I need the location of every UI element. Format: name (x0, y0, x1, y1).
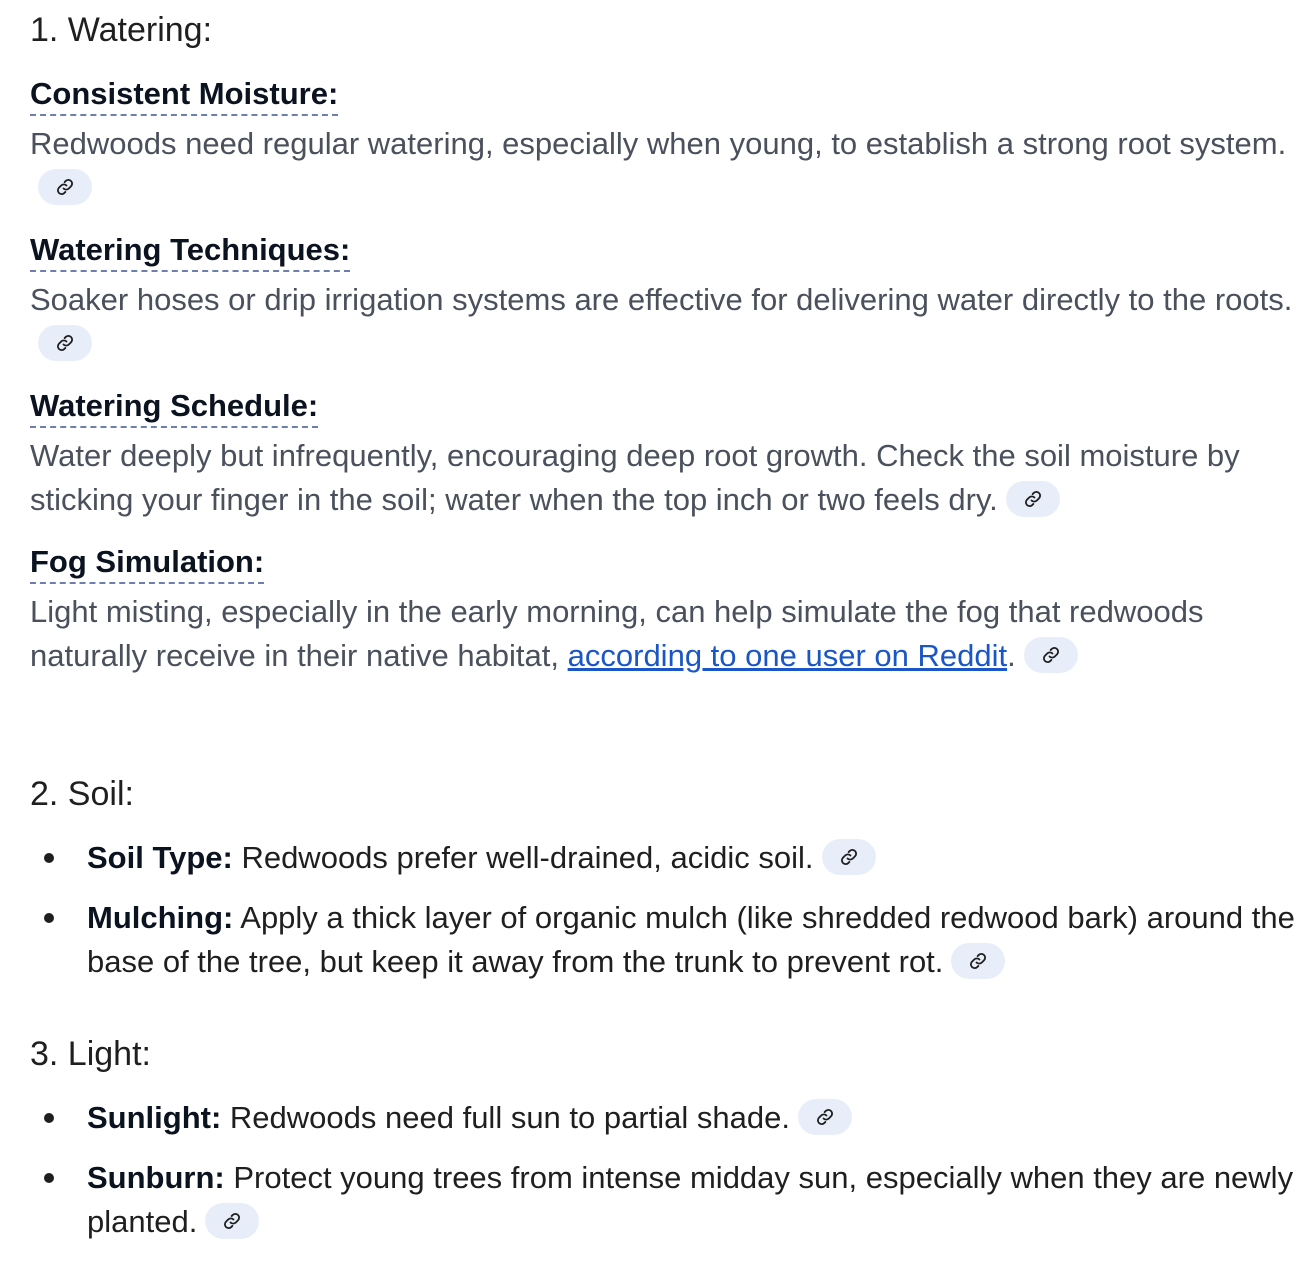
link-icon (56, 334, 74, 352)
source-link-chip[interactable] (1006, 481, 1060, 517)
bullet-icon (44, 853, 54, 863)
item-body-text: Water deeply but infrequently, encouraging deep root growth. Check the soil moisture by sticking your finger in the soil; water when the top inch or two feels dry. (30, 438, 1240, 517)
link-icon (1024, 490, 1042, 508)
source-link-chip[interactable] (798, 1099, 852, 1135)
source-link-chip[interactable] (38, 169, 92, 205)
source-link-chip[interactable] (205, 1203, 259, 1239)
bullet-label: Soil Type: (87, 840, 233, 875)
link-icon (816, 1108, 834, 1126)
item-body (30, 122, 1300, 210)
bullet-text: Redwoods need full sun to partial shade. (221, 1100, 790, 1135)
source-link-chip[interactable] (822, 839, 876, 875)
soil-bullet-list (30, 836, 1300, 984)
source-link-chip[interactable] (951, 943, 1005, 979)
item-title[interactable]: Consistent Moisture: (30, 74, 338, 116)
item-body (30, 434, 1300, 522)
item-title[interactable]: Watering Techniques: (30, 230, 350, 272)
link-icon (56, 178, 74, 196)
link-icon (969, 952, 987, 970)
source-link-chip[interactable] (38, 325, 92, 361)
bullet-icon (44, 1113, 54, 1123)
light-bullet-list (30, 1096, 1300, 1244)
watering-item-consistent-moisture (30, 74, 1300, 210)
watering-item-techniques (30, 230, 1300, 366)
link-icon (840, 848, 858, 866)
watering-item-fog-simulation (30, 542, 1300, 678)
link-icon (1042, 646, 1060, 664)
item-title[interactable]: Fog Simulation: (30, 542, 264, 584)
item-body-punctuation: . (1007, 638, 1016, 673)
bullet-text: Apply a thick layer of organic mulch (like shredded redwood bark) around the base of the tree, but keep it away from the trunk to prevent rot. (87, 900, 1295, 979)
link-icon (223, 1212, 241, 1230)
item-body (30, 278, 1300, 366)
watering-item-schedule (30, 386, 1300, 522)
bullet-icon (44, 1173, 54, 1183)
item-body-text: Light misting, especially in the early morning, can help simulate the fog that redwoods naturally receive in their native habitat, (30, 594, 1204, 673)
list-item (30, 836, 1300, 880)
item-body-text: Redwoods need regular watering, especially when young, to establish a strong root system. (30, 126, 1287, 161)
item-body (30, 590, 1300, 678)
source-link-chip[interactable] (1024, 637, 1078, 673)
reddit-link[interactable]: according to one user on Reddit (567, 638, 1008, 673)
bullet-text: Protect young trees from intense midday sun, especially when they are newly planted. (87, 1160, 1294, 1239)
section-heading-light: 3. Light: (30, 1035, 151, 1073)
bullet-label: Mulching: (87, 900, 234, 935)
section-heading-soil: 2. Soil: (30, 775, 134, 813)
bullet-label: Sunburn: (87, 1160, 225, 1195)
list-item (30, 1156, 1300, 1244)
bullet-icon (44, 913, 54, 923)
item-body-text: Soaker hoses or drip irrigation systems are effective for delivering water directly to the roots. (30, 282, 1293, 317)
list-item (30, 1096, 1300, 1140)
section-heading-watering: 1. Watering: (30, 11, 213, 49)
bullet-label: Sunlight: (87, 1100, 222, 1135)
list-item (30, 896, 1300, 984)
bullet-text: Redwoods prefer well-drained, acidic soil. (232, 840, 814, 875)
item-title[interactable]: Watering Schedule: (30, 386, 318, 428)
